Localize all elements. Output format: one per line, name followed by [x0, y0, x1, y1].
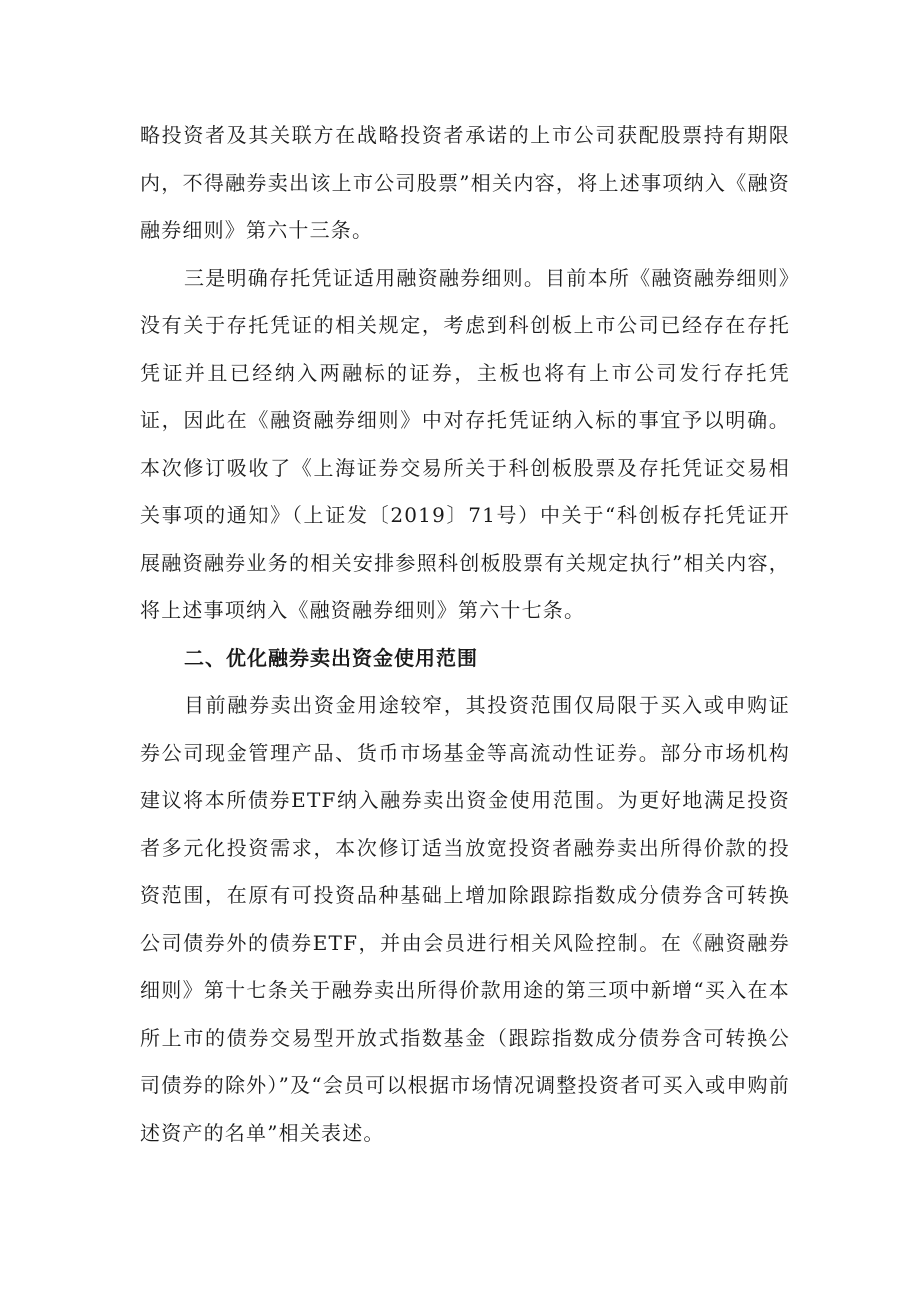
- paragraph-depository-receipts: 三是明确存托凭证适用融资融券细则。目前本所《融资融券细则》没有关于存托凭证的相关规定，考虑到科创板上市公司已经存在存托凭证并且已经纳入两融标的证券，主板也将有上市公司发行存托凭证，因此在《融资融券细则》中对存托凭证纳入标的事宜予以明确。本次修订吸收了《上海证券交易所关于科创板股票及存托凭证交易相关事项的通知》（上证发〔2019〕71号）中关于“科创板存托凭证开展融资融券业务的相关安排参照科创板股票有关规定执行”相关内容，将上述事项纳入《融资融券细则》第六十七条。: [140, 265, 790, 622]
- paragraph-short-sale-funds: 目前融券卖出资金用途较窄，其投资范围仅局限于买入或申购证券公司现金管理产品、货币市场基金等高流动性证券。部分市场机构建议将本所债券ETF纳入融券卖出资金使用范围。为更好地满足投资者多元化投资需求，本次修订适当放宽投资者融券卖出所得价款的投资范围，在原有可投资品种基础上增加除跟踪指数成分债券含可转换公司债券外的债券ETF，并由会员进行相关风险控制。在《融资融券细则》第十七条关于融券卖出所得价款用途的第三项中新增“买入在本所上市的债券交易型开放式指数基金（跟踪指数成分债券含可转换公司债券的除外）”及“会员可以根据市场情况调整投资者可买入或申购前述资产的名单”相关表述。: [140, 693, 790, 1145]
- paragraph-continuation: 略投资者及其关联方在战略投资者承诺的上市公司获配股票持有期限内，不得融券卖出该上市公司股票”相关内容，将上述事项纳入《融资融券细则》第六十三条。: [140, 123, 790, 242]
- document-page: [140, 112, 790, 1157]
- section-heading: 二、优化融券卖出资金使用范围: [184, 645, 478, 670]
